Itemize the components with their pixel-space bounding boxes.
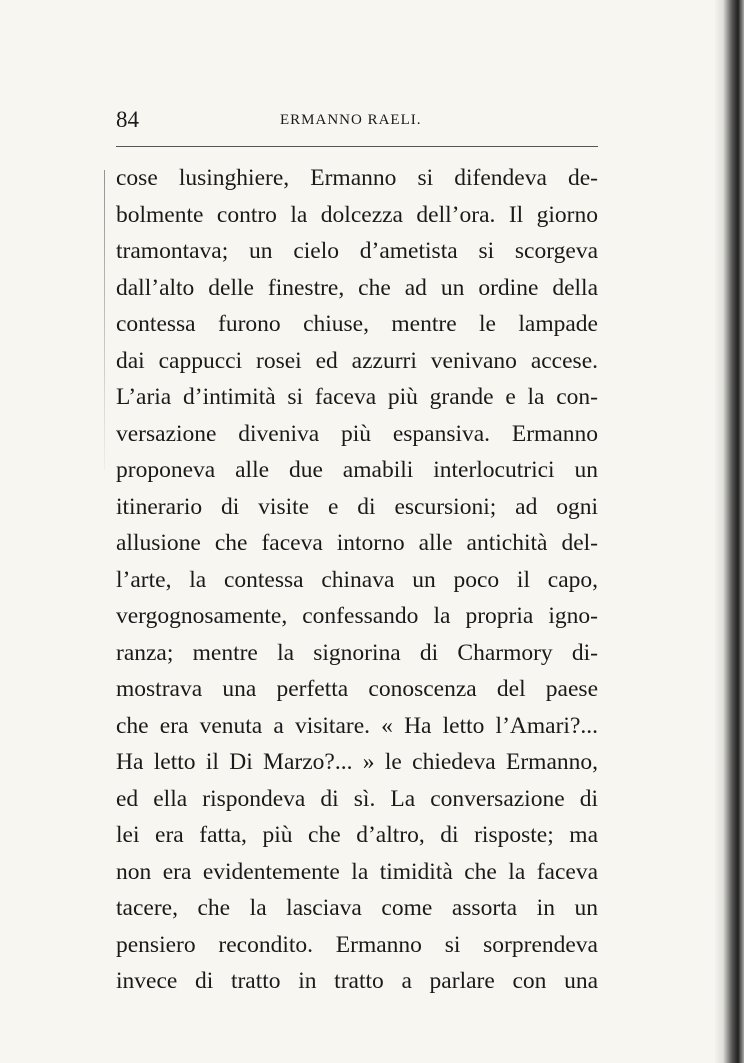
page-header bbox=[116, 104, 598, 136]
page-edge-shadow bbox=[714, 0, 744, 1063]
text-line: mostrava una perfetta conoscenza del paese bbox=[116, 676, 598, 702]
text-line: l’arte, la contessa chinava un poco il capo, bbox=[116, 566, 598, 593]
text-line: tacere, che la lasciava come assorta in un bbox=[116, 895, 598, 921]
text-line: ranza; mentre la signorina di Charmory di- bbox=[116, 639, 598, 666]
text-line: bolmente contro la dolcezza dell’ora. Il giorno bbox=[116, 201, 598, 228]
text-line: dai cappucci rosei ed azzurri venivano accese. bbox=[116, 347, 598, 374]
text-line: lei era fatta, più che d’altro, di risposte; ma bbox=[116, 822, 598, 848]
body-text bbox=[116, 160, 598, 1000]
running-title: ERMANNO RAELI. bbox=[280, 112, 422, 128]
text-line: proponeva alle due amabili interlocutrici un bbox=[116, 457, 598, 483]
text-line: invece di tratto in tratto a parlare con una bbox=[116, 968, 598, 994]
page-number: 84 bbox=[116, 107, 139, 132]
text-line: non era evidentemente la timidità che la faceva bbox=[116, 858, 598, 885]
margin-mark bbox=[104, 170, 105, 470]
text-line: ed ella rispondeva di sì. La conversazione di bbox=[116, 785, 598, 812]
text-line: vergognosamente, confessando la propria igno- bbox=[116, 603, 598, 629]
header-rule bbox=[116, 146, 598, 147]
text-line: tramontava; un cielo d’ametista si scorgeva bbox=[116, 238, 598, 264]
text-line: L’aria d’intimità si faceva più grande e la con- bbox=[116, 384, 598, 410]
text-line: contessa furono chiuse, mentre le lampade bbox=[116, 311, 598, 337]
text-line: Ha letto il Di Marzo?... » le chiedeva Ermanno, bbox=[116, 749, 598, 775]
text-line: pensiero recondito. Ermanno si sorprendeva bbox=[116, 931, 598, 958]
text-line: allusione che faceva intorno alle antichità del- bbox=[116, 530, 598, 556]
text-line: cose lusinghiere, Ermanno si difendeva de- bbox=[116, 165, 598, 191]
text-line: versazione diveniva più espansiva. Ermanno bbox=[116, 420, 598, 447]
text-line: dall’alto delle finestre, che ad un ordine della bbox=[116, 274, 598, 301]
text-line: che era venuta a visitare. « Ha letto l’Amari?... bbox=[116, 712, 598, 739]
text-line: itinerario di visite e di escursioni; ad ogni bbox=[116, 493, 598, 520]
